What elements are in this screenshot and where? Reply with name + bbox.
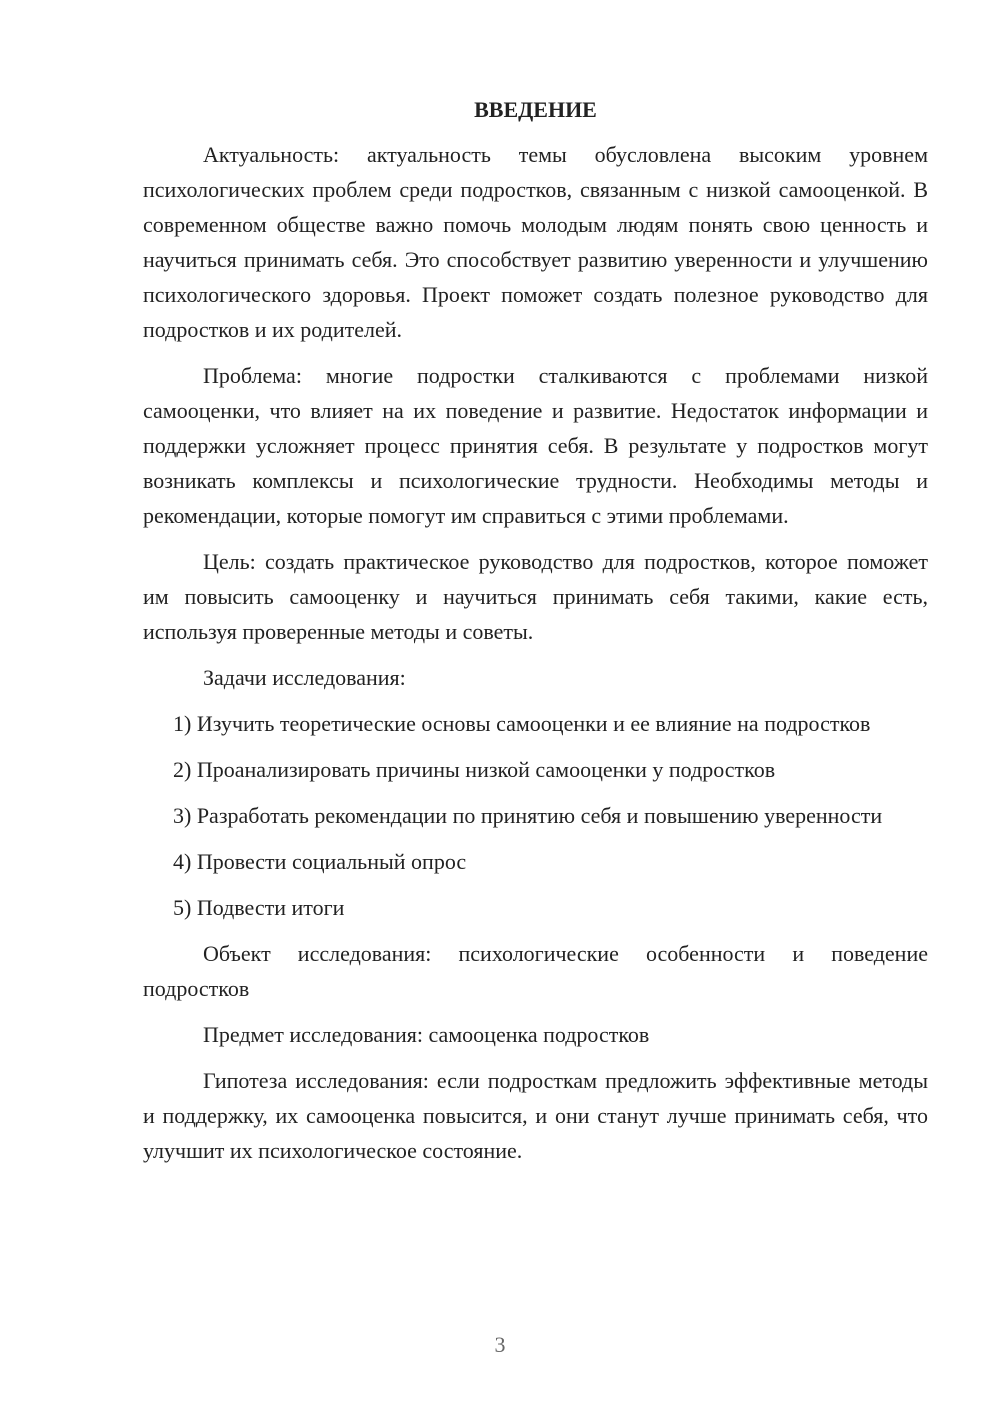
research-subject-paragraph: Предмет исследования: самооценка подростков: [203, 1022, 650, 1047]
problem-paragraph: Проблема: многие подростки сталкиваются с проблемами низкой самооценки, что влияет на их поведение и развитие. Недостаток информации и поддержки усложняет процесс принятия себя. В результате у подростков могут возникать комплексы и психологические трудности. Необходимы методы и рекомендации, которые помогут им справиться с этими проблемами.: [143, 363, 928, 528]
document-page: [143, 92, 928, 1179]
page-number: 3: [494, 1332, 506, 1357]
research-object-paragraph: Объект исследования: психологические особенности и поведение подростков: [143, 941, 928, 1001]
relevance-paragraph: Актуальность: актуальность темы обусловлена высоким уровнем психологических проблем среди подростков, связанным с низкой самооценкой. В современном обществе важно помочь молодым людям понять свою ценность и научиться принимать себя. Это способствует развитию уверенности и улучшению психологического здоровья. Проект поможет создать полезное руководство для подростков и их родителей.: [143, 142, 928, 342]
section-title: ВВЕДЕНИЕ: [474, 97, 597, 122]
tasks-heading: Задачи исследования:: [203, 665, 406, 690]
task-item-3: 3) Разработать рекомендации по принятию себя и повышению уверенности: [173, 803, 883, 828]
goal-paragraph: Цель: создать практическое руководство для подростков, которое поможет им повысить самооценку и научиться принимать себя такими, какие есть, используя проверенные методы и советы.: [143, 549, 928, 644]
task-item-2: 2) Проанализировать причины низкой самооценки у подростков: [173, 757, 776, 782]
hypothesis-paragraph: Гипотеза исследования: если подросткам предложить эффективные методы и поддержку, их самооценка повысится, и они станут лучше принимать себя, что улучшит их психологическое состояние.: [143, 1068, 928, 1163]
task-item-4: 4) Провести социальный опрос: [173, 849, 467, 874]
task-item-5: 5) Подвести итоги: [173, 895, 345, 920]
task-item-1: 1) Изучить теоретические основы самооценки и ее влияние на подростков: [173, 711, 871, 736]
